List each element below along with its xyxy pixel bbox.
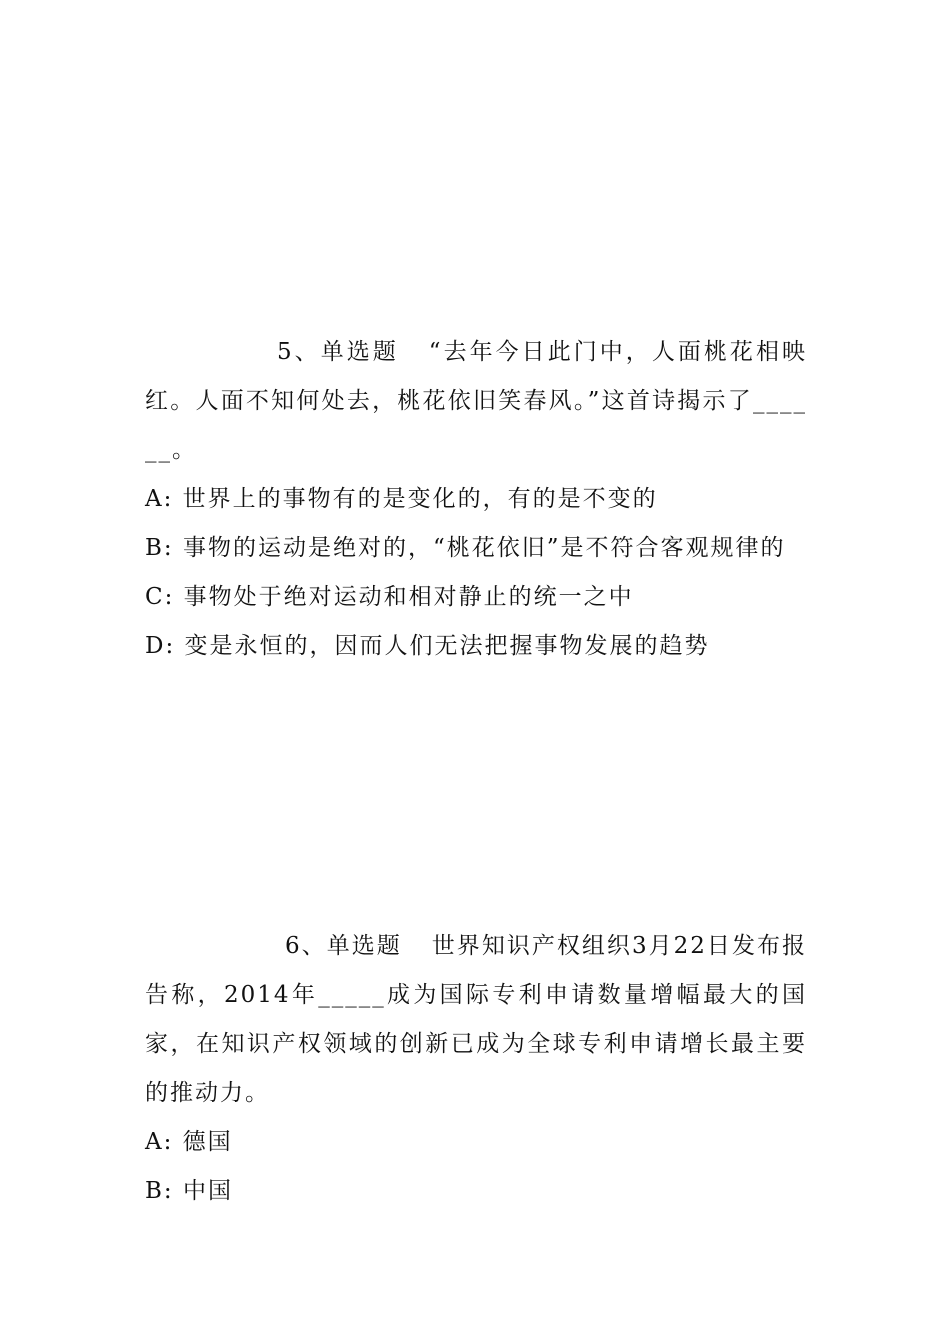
question-number: 5、: [277, 339, 321, 365]
option-letter: A:: [145, 1129, 174, 1155]
question-type: 单选题: [320, 339, 399, 365]
option-a: [145, 475, 807, 524]
question-stem: [145, 922, 807, 1118]
option-text: 事物处于绝对运动和相对静止的统一之中: [183, 584, 634, 610]
question-text: 世界知识产权组织3月22日发布报告称，2014年_____成为国际专利申请数量增幅最大的国家，在知识产权领域的创新已成为全球专利申请增长最主要的推动力。: [145, 933, 807, 1106]
question-text: “去年今日此门中，人面桃花相映红。人面不知何处去，桃花依旧笑春风。”这首诗揭示了______。: [145, 339, 807, 463]
option-letter: C:: [145, 584, 175, 610]
option-d: [145, 622, 807, 671]
question-6: [145, 922, 807, 1216]
option-letter: D:: [145, 633, 176, 659]
option-text: 变是永恒的，因而人们无法把握事物发展的趋势: [184, 633, 710, 659]
option-text: 德国: [182, 1129, 233, 1155]
option-text: 世界上的事物有的是变化的，有的是不变的: [182, 486, 658, 512]
question-type: 单选题: [326, 933, 402, 959]
question-number: 6、: [285, 933, 327, 959]
option-letter: B:: [145, 535, 174, 561]
option-b: [145, 1167, 807, 1216]
option-letter: B:: [145, 1178, 174, 1204]
option-c: [145, 573, 807, 622]
option-a: [145, 1118, 807, 1167]
question-stem: [145, 328, 807, 475]
option-text: 中国: [182, 1178, 233, 1204]
option-letter: A:: [145, 486, 174, 512]
option-text: 事物的运动是绝对的，“桃花依旧”是不符合客观规律的: [182, 535, 786, 561]
option-b: [145, 524, 807, 573]
question-5: [145, 328, 807, 671]
